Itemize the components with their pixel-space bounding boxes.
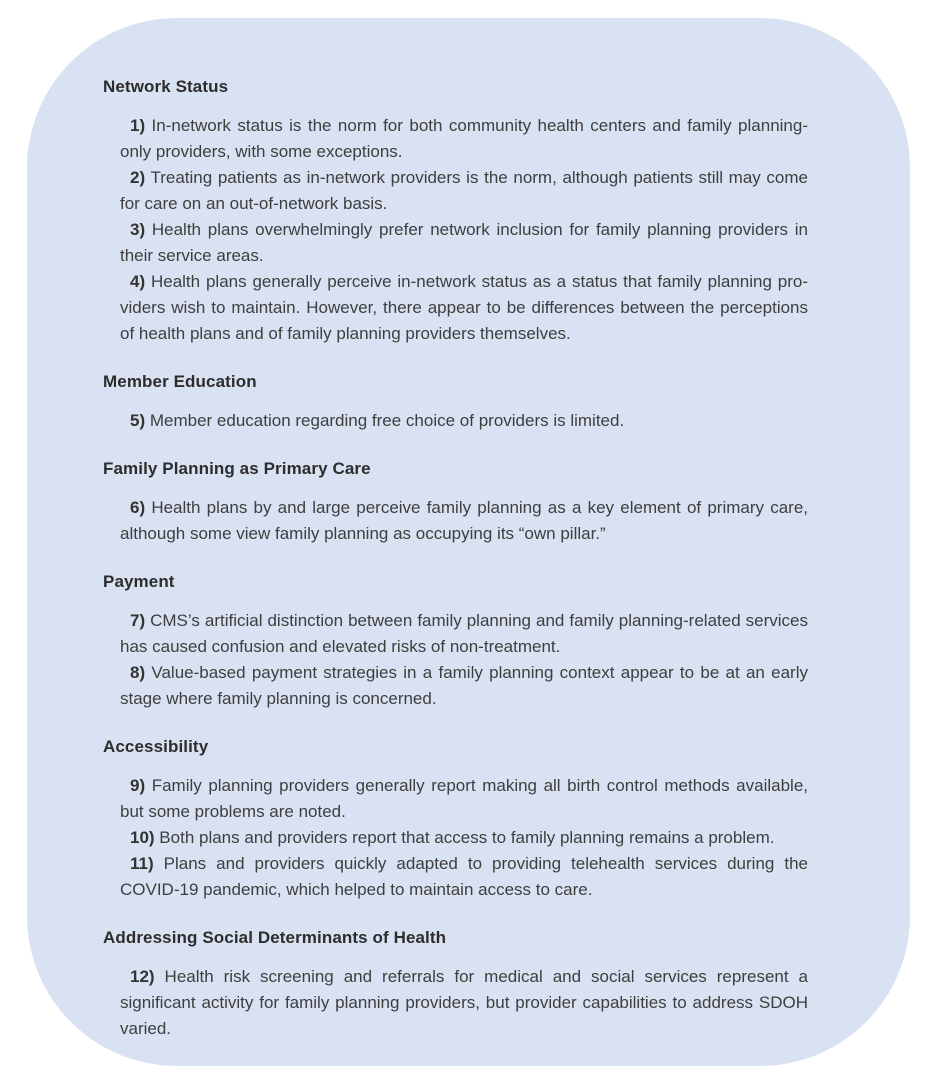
- finding-item: 12) Health risk screening and referrals for medical and social services represent a significant activity for family planning providers, but provider capabilities to address SDOH varied.: [120, 967, 808, 1038]
- sections: [27, 18, 910, 1042]
- section: [103, 456, 855, 547]
- finding-number: 12): [130, 967, 155, 986]
- section-heading: Network Status: [103, 77, 229, 96]
- finding-number: 6): [130, 498, 146, 517]
- section-heading: Member Education: [103, 372, 257, 391]
- finding-item: 10) Both plans and providers report that access to family planning remains a problem.: [130, 828, 775, 847]
- section-heading: Addressing Social Determinants of Health: [103, 928, 447, 947]
- finding-item: 9) Family planning providers generally report making all birth control methods available, but some problems are noted.: [120, 776, 808, 821]
- section: [103, 369, 855, 434]
- section-heading: Family Planning as Primary Care: [103, 459, 371, 478]
- finding-item: 8) Value-based payment strategies in a family planning context appear to be at an early stage where family planning is concerned.: [120, 663, 808, 708]
- finding-item: 5) Member education regarding free choice of providers is limited.: [130, 411, 625, 430]
- finding-number: 3): [130, 220, 146, 239]
- section: [103, 569, 855, 712]
- key-findings-card: [27, 18, 910, 1066]
- section: [103, 74, 855, 347]
- finding-item: 6) Health plans by and large perceive family planning as a key element of primary care, although some view family planning as occupying its “own pillar.”: [120, 498, 808, 543]
- finding-number: 1): [130, 116, 146, 135]
- finding-number: 4): [130, 272, 146, 291]
- finding-item: 11) Plans and providers quickly adapted to providing telehealth services during the COVID-19 pandemic, which helped to maintain access to care.: [120, 854, 808, 899]
- finding-number: 9): [130, 776, 146, 795]
- finding-number: 8): [130, 663, 146, 682]
- section: [103, 734, 855, 903]
- finding-item: 4) Health plans generally perceive in-network status as a status that family planning pro-viders wish to maintain. However, there appear to be differences between the perceptions of health plans and of family planning providers themselves.: [120, 272, 808, 343]
- finding-item: 2) Treating patients as in-network providers is the norm, although patients still may come for care on an out-of-network basis.: [120, 168, 808, 213]
- finding-item: 7) CMS’s artificial distinction between family planning and family planning-related services has caused confusion and elevated risks of non-treatment.: [120, 611, 808, 656]
- finding-number: 5): [130, 411, 146, 430]
- finding-number: 11): [130, 854, 154, 873]
- finding-item: 1) In-network status is the norm for both community health centers and family planning-only providers, with some exceptions.: [120, 116, 808, 161]
- section-heading: Payment: [103, 572, 175, 591]
- section: [103, 925, 855, 1042]
- finding-number: 10): [130, 828, 155, 847]
- finding-item: 3) Health plans overwhelmingly prefer network inclusion for family planning providers in their service areas.: [120, 220, 808, 265]
- finding-number: 2): [130, 168, 146, 187]
- finding-number: 7): [130, 611, 146, 630]
- section-heading: Accessibility: [103, 737, 209, 756]
